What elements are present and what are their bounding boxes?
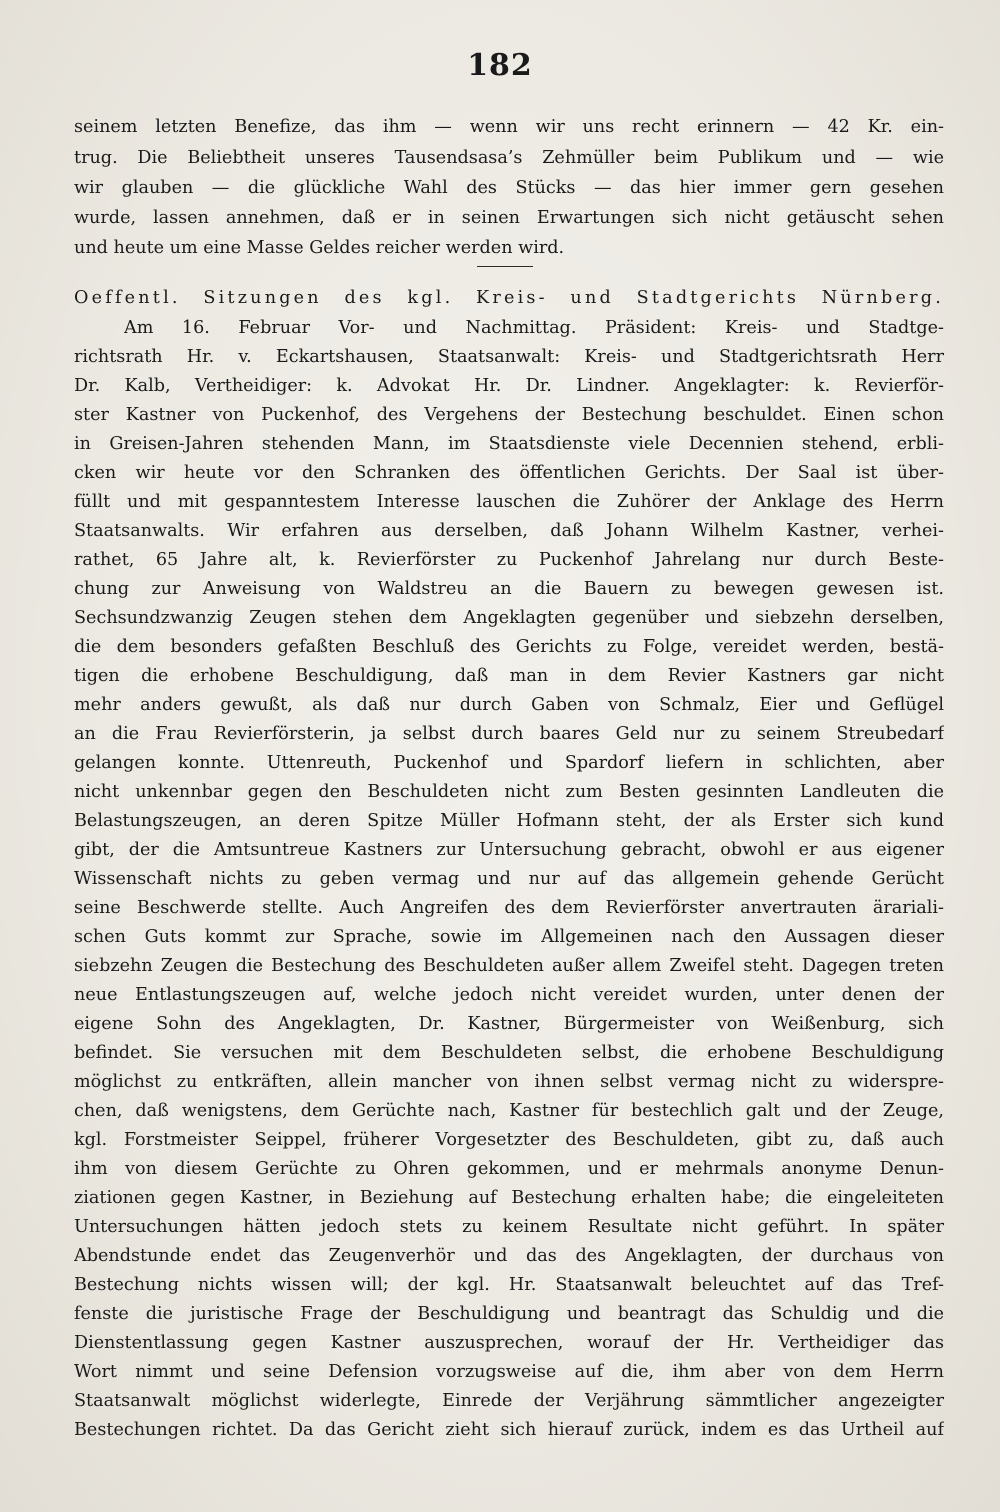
text-line: ster Kastner von Puckenhof, des Vergehens der Bestechung beschuldet. Einen schon (74, 405, 944, 425)
text-line: ihm von diesem Gerüchte zu Ohren gekommen, und er mehrmals anonyme Denun- (74, 1159, 944, 1179)
text-line: tigen die erhobene Beschuldigung, daß man in dem Revier Kastners gar nicht (74, 666, 944, 686)
text-line: neue Entlastungszeugen auf, welche jedoch nicht vereidet wurden, unter denen der (74, 985, 944, 1005)
text-line: Belastungszeugen, an deren Spitze Müller Hofmann steht, der als Erster sich kund (74, 811, 944, 831)
text-line: Staatsanwalt möglichst widerlegte, Einrede der Verjährung sämmtlicher angezeigter (74, 1391, 944, 1411)
text-line: seine Beschwerde stellte. Auch Angreifen des dem Revierförster anvertrauten ärariali- (74, 898, 944, 918)
text-line: chung zur Anweisung von Waldstreu an die Bauern zu bewegen gewesen ist. (74, 579, 944, 599)
text-line: mehr anders gewußt, als daß nur durch Gaben von Schmalz, Eier und Geflügel (74, 695, 944, 715)
text-line: cken wir heute vor den Schranken des öffentlichen Gerichts. Der Saal ist über- (74, 463, 944, 483)
text-line: kgl. Forstmeister Seippel, früherer Vorgesetzter des Beschuldeten, gibt zu, daß auch (74, 1130, 944, 1150)
text-line: rathet, 65 Jahre alt, k. Revierförster zu Puckenhof Jahrelang nur durch Beste- (74, 550, 944, 570)
text-line: schen Guts kommt zur Sprache, sowie im Allgemeinen nach den Aussagen dieser (74, 927, 944, 947)
text-line: füllt und mit gespanntestem Interesse lauschen die Zuhörer der Anklage des Herrn (74, 492, 944, 512)
text-line: siebzehn Zeugen die Bestechung des Beschuldeten außer allem Zweifel steht. Dagegen treten (74, 956, 944, 976)
text-line: Abendstunde endet das Zeugenverhör und das des Angeklagten, der durchaus von (74, 1246, 944, 1266)
text-line: und heute um eine Masse Geldes reicher werden wird. (74, 238, 565, 258)
text-line: ziationen gegen Kastner, in Beziehung auf Bestechung erhalten habe; die eingeleiteten (74, 1188, 944, 1208)
text-line: Dr. Kalb, Vertheidiger: k. Advokat Hr. Dr. Lindner. Angeklagter: k. Revierför- (74, 376, 944, 396)
text-line: wurde, lassen annehmen, daß er in seinen Erwartungen sich nicht getäuscht sehen (74, 208, 944, 228)
text-line: Bestechung nichts wissen will; der kgl. Hr. Staatsanwalt beleuchtet auf das Tref- (74, 1275, 944, 1295)
text-line: an die Frau Revierförsterin, ja selbst durch baares Geld nur zu seinem Streubedarf (74, 724, 944, 744)
text-line: fenste die juristische Frage der Beschuldigung und beantragt das Schuldig und die (74, 1304, 944, 1324)
text-line: Wissenschaft nichts zu geben vermag und nur auf das allgemein gehende Gerücht (74, 869, 944, 889)
text-line: wir glauben — die glückliche Wahl des Stücks — das hier immer gern gesehen (74, 178, 944, 198)
text-line: eigene Sohn des Angeklagten, Dr. Kastner, Bürgermeister von Weißenburg, sich (74, 1014, 944, 1034)
text-line: Staatsanwalts. Wir erfahren aus derselben, daß Johann Wilhelm Kastner, verhei- (74, 521, 944, 541)
text-line: gelangen konnte. Uttenreuth, Puckenhof und Spardorf liefern in schlichten, aber (74, 753, 944, 773)
text-line: chen, daß wenigstens, dem Gerüchte nach, Kastner für bestechlich galt und der Zeuge, (74, 1101, 944, 1121)
section-divider (477, 266, 533, 267)
text-line: Sechsundzwanzig Zeugen stehen dem Angeklagten gegenüber und siebzehn derselben, (74, 608, 944, 628)
text-line: trug. Die Beliebtheit unseres Tausendsasa’s Zehmüller beim Publikum und — wie (74, 148, 944, 168)
text-line: gibt, der die Amtsuntreue Kastners zur Untersuchung gebracht, obwohl er aus eigener (74, 840, 944, 860)
text-line: richtsrath Hr. v. Eckartshausen, Staatsanwalt: Kreis- und Stadtgerichtsrath Herr (74, 347, 944, 367)
text-line: Untersuchungen hätten jedoch stets zu keinem Resultate nicht geführt. In später (74, 1217, 944, 1237)
page-number: 182 (467, 48, 533, 83)
text-line: nicht unkennbar gegen den Beschuldeten nicht zum Besten gesinnten Landleuten die (74, 782, 944, 802)
text-line: Am 16. Februar Vor- und Nachmittag. Präsident: Kreis- und Stadtge- (124, 318, 944, 338)
text-line: befindet. Sie versuchen mit dem Beschuldeten selbst, die erhobene Beschuldigung (74, 1043, 944, 1063)
text-line: seinem letzten Benefize, das ihm — wenn wir uns recht erinnern — 42 Kr. ein- (74, 117, 944, 137)
text-line: Wort nimmt und seine Defension vorzugsweise auf die, ihm aber von dem Herrn (74, 1362, 944, 1382)
text-line: Dienstentlassung gegen Kastner auszusprechen, worauf der Hr. Vertheidiger das (74, 1333, 944, 1353)
text-line: in Greisen-Jahren stehenden Mann, im Staatsdienste viele Decennien stehend, erbli- (74, 434, 944, 454)
text-line: möglichst zu entkräften, allein mancher von ihnen selbst vermag nicht zu widerspre- (74, 1072, 944, 1092)
text-line: Bestechungen richtet. Da das Gericht zieht sich hierauf zurück, indem es das Urtheil auf (74, 1420, 944, 1440)
text-line: die dem besonders gefaßten Beschluß des Gerichts zu Folge, vereidet werden, bestä- (74, 637, 944, 657)
section-heading: Oeffentl. Sitzungen des kgl. Kreis- und Stadtgerichts Nürnberg. (74, 288, 944, 308)
